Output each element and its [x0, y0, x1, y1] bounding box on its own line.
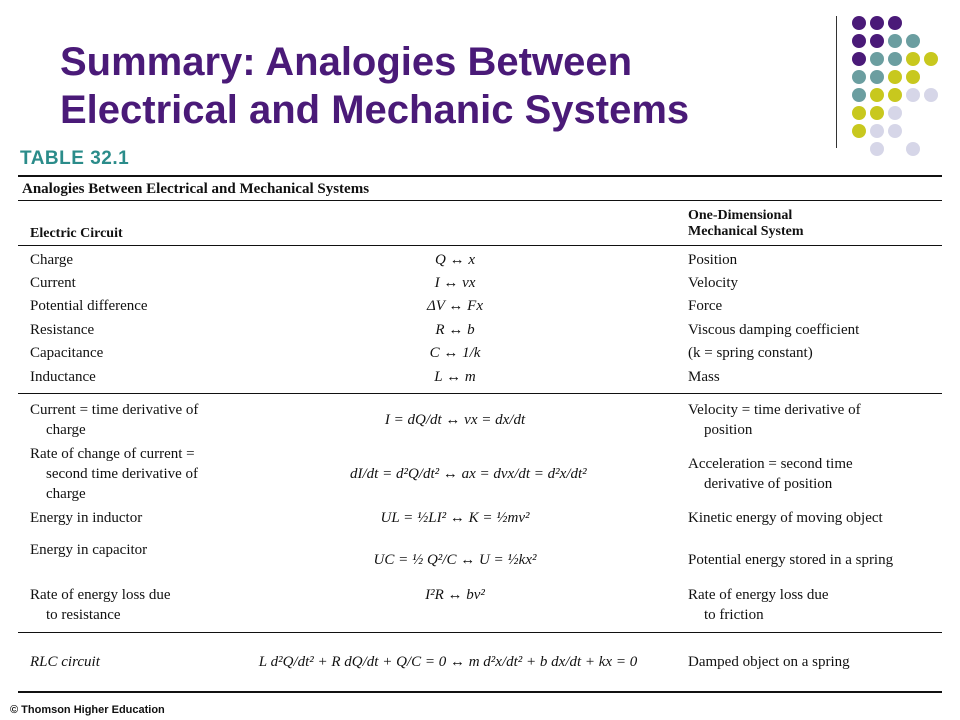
dot — [924, 88, 938, 102]
header-rule — [18, 245, 942, 246]
dot — [888, 16, 902, 30]
dot — [852, 106, 866, 120]
line: to friction — [704, 607, 764, 623]
dot — [852, 16, 866, 30]
group-rule — [18, 393, 942, 394]
decorative-dot-grid — [0, 0, 960, 160]
dot — [924, 52, 938, 66]
line: Rate of energy loss due — [30, 587, 171, 603]
dot — [870, 34, 884, 48]
electric-relation-text — [30, 540, 147, 560]
electric-relation-text — [30, 508, 142, 528]
dot — [852, 52, 866, 66]
dot — [906, 88, 920, 102]
analogy-formula: I²R ↔ bv² — [425, 587, 485, 603]
dot — [870, 70, 884, 84]
analogy-relation: L ↔ m — [434, 369, 476, 385]
group-rule — [18, 632, 942, 633]
line: Rate of energy loss due — [688, 587, 829, 603]
dot — [888, 52, 902, 66]
table-caption: Analogies Between Electrical and Mechanical Systems — [22, 181, 370, 197]
dot — [906, 52, 920, 66]
line: Energy in capacitor — [30, 542, 148, 558]
dot — [852, 124, 866, 138]
line: Velocity = time derivative of — [688, 402, 861, 418]
dot — [888, 70, 902, 84]
column-header-mechanical-line1: One-Dimensional — [688, 208, 793, 223]
mechanical-relation-text — [688, 550, 893, 570]
dot — [906, 34, 920, 48]
electric-relation-text — [30, 585, 171, 625]
table-top-rule — [18, 175, 942, 177]
dot — [888, 34, 902, 48]
mechanical-relation-text — [688, 508, 883, 528]
dot — [888, 106, 902, 120]
analogy-formula: dI/dt = d²Q/dt² ↔ ax = dvx/dt = d²x/dt² — [350, 466, 587, 482]
electric-quantity: Charge — [30, 252, 74, 268]
dot — [870, 16, 884, 30]
caption-rule — [18, 200, 942, 201]
dot — [888, 88, 902, 102]
mechanical-quantity: (k = spring constant) — [688, 345, 813, 361]
dot — [870, 142, 884, 156]
dot — [852, 88, 866, 102]
analogy-formula: I = dQ/dt ↔ vx = dx/dt — [384, 412, 526, 428]
analogy-relation: R ↔ b — [435, 322, 475, 338]
line: charge — [46, 422, 86, 438]
copyright-footer: © Thomson Higher Education — [10, 704, 165, 716]
column-header-mechanical — [688, 208, 803, 240]
electric-quantity: Inductance — [30, 369, 96, 385]
dot — [888, 124, 902, 138]
column-header-mechanical-line2: Mechanical System — [688, 224, 804, 239]
electric-system: RLC circuit — [30, 654, 100, 670]
line: Energy in inductor — [30, 510, 143, 526]
dot — [870, 88, 884, 102]
electric-quantity: Current — [30, 275, 76, 291]
mechanical-relation-text — [688, 585, 829, 625]
mechanical-quantity: Viscous damping coefficient — [688, 322, 860, 338]
line: derivative of position — [704, 476, 833, 492]
mechanical-quantity: Mass — [688, 369, 720, 385]
mechanical-relation-text — [688, 400, 861, 440]
line: position — [704, 422, 753, 438]
electric-quantity: Capacitance — [30, 345, 104, 361]
mechanical-quantity: Velocity — [688, 275, 738, 291]
table-bottom-rule — [18, 691, 942, 693]
dot — [906, 142, 920, 156]
line: Current = time derivative of — [30, 402, 199, 418]
mechanical-system: Damped object on a spring — [688, 654, 850, 670]
line: Acceleration = second time — [688, 456, 853, 472]
electric-quantity: Potential difference — [30, 298, 148, 314]
line: to resistance — [46, 607, 121, 623]
analogy-relation: C ↔ 1/k — [429, 345, 481, 361]
dot — [870, 124, 884, 138]
mechanical-relation-text — [688, 454, 853, 494]
slide-title: Summary: Analogies Between Electrical and Mechanic Systems — [60, 40, 690, 132]
dot — [870, 52, 884, 66]
analogy-formula: UC = ½ Q²/C ↔ U = ½kx² — [373, 552, 537, 568]
line: second time derivative of — [46, 466, 199, 482]
dot — [852, 34, 866, 48]
analogy-formula: UL = ½LI² ↔ K = ½mv² — [380, 510, 530, 526]
electric-relation-text — [30, 400, 198, 440]
analogy-equation: L d²Q/dt² + R dQ/dt + Q/C = 0 ↔ m d²x/dt² + b dx/dt + kx = 0 — [258, 654, 638, 670]
dot — [870, 106, 884, 120]
line: charge — [46, 486, 86, 502]
column-header-electric: Electric Circuit — [30, 226, 123, 241]
mechanical-quantity: Position — [688, 252, 738, 268]
mechanical-quantity: Force — [688, 298, 723, 314]
analogy-relation: Q ↔ x — [435, 252, 475, 268]
table-number: TABLE 32.1 — [20, 148, 130, 169]
line: Rate of change of current = — [30, 446, 195, 462]
electric-quantity: Resistance — [30, 322, 95, 338]
line: Kinetic energy of moving object — [688, 510, 883, 526]
dot — [906, 70, 920, 84]
dot — [852, 70, 866, 84]
line: Potential energy stored in a spring — [688, 552, 894, 568]
electric-relation-text — [30, 444, 198, 504]
analogy-relation: I ↔ vx — [434, 275, 476, 291]
analogy-relation: ΔV ↔ Fx — [426, 298, 483, 314]
